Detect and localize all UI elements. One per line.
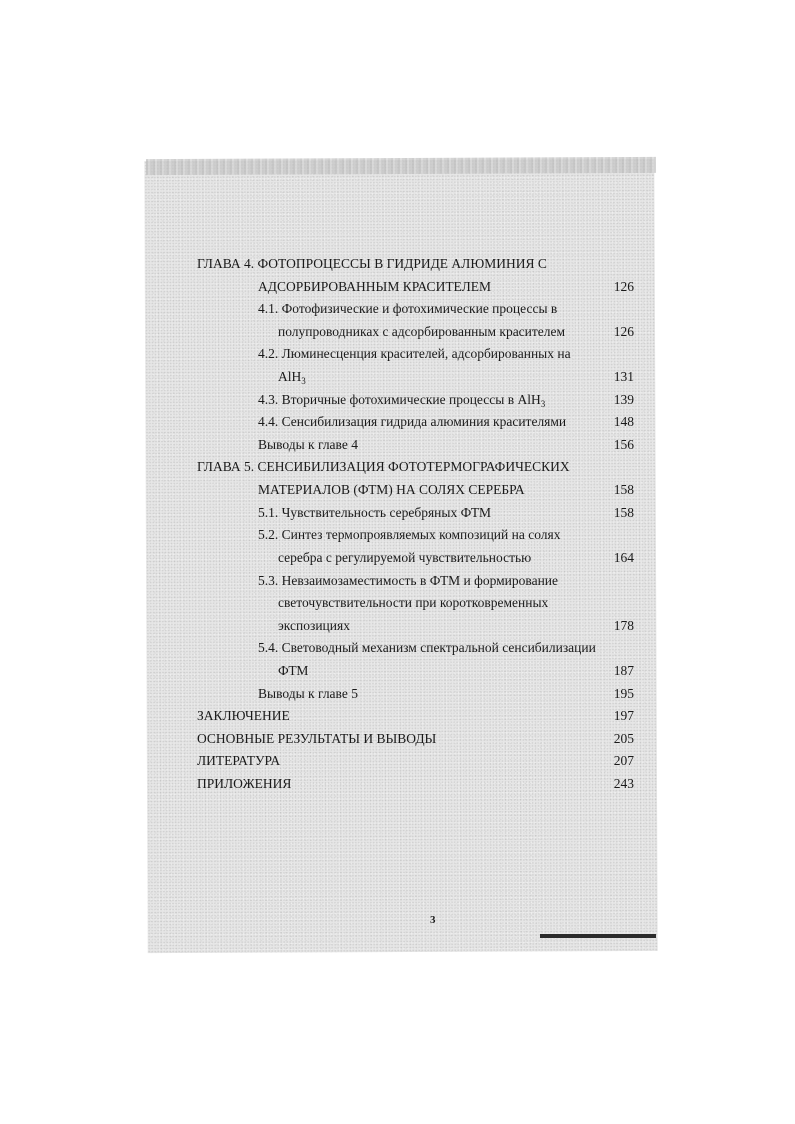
toc-section-4-3-page: 139: [613, 392, 634, 407]
toc-chapter-4-title-line-1: ГЛАВА 4. ФОТОПРОЦЕССЫ В ГИДРИДЕ АЛЮМИНИЯ С: [197, 256, 547, 271]
toc-main-results: ОСНОВНЫЕ РЕЗУЛЬТАТЫ И ВЫВОДЫ: [197, 731, 437, 746]
toc-appendices-page: 243: [613, 776, 634, 791]
toc-section-5-4-page: 187: [613, 663, 634, 678]
toc-section-4-4-page: 148: [613, 414, 634, 429]
toc-chapter-4-page: 126: [613, 279, 634, 294]
toc-section-4-1-page: 126: [613, 324, 634, 339]
formula-subscript: 3: [301, 376, 306, 386]
toc-section-4-2-line-1: 4.2. Люминесценция красителей, адсорбированных на: [258, 346, 571, 361]
toc-chapter-4-conclusions: Выводы к главе 4: [258, 437, 358, 452]
toc-section-5-4-line-1: 5.4. Световодный механизм спектральной сенсибилизации: [258, 640, 596, 655]
toc-appendices: ПРИЛОЖЕНИЯ: [197, 776, 292, 791]
toc-section-4-2-line-2: [278, 369, 306, 385]
toc-section-5-2-line-1: 5.2. Синтез термопроявляемых композиций на солях: [258, 527, 561, 542]
toc-chapter-4-title-line-2: АДСОРБИРОВАННЫМ КРАСИТЕЛЕМ: [258, 279, 492, 294]
toc-section-5-3-line-1: 5.3. Невзаимозаместимость в ФТМ и формирование: [258, 573, 559, 588]
toc-literature-page: 207: [613, 753, 634, 768]
toc-chapter-5-conclusions: Выводы к главе 5: [258, 686, 358, 701]
toc-section-4-4: 4.4. Сенсибилизация гидрида алюминия красителями: [258, 414, 567, 429]
toc-section-5-3-page: 178: [613, 618, 634, 633]
toc-section-5-2-line-2: серебра с регулируемой чувствительностью: [278, 550, 532, 565]
toc-conclusion: ЗАКЛЮЧЕНИЕ: [197, 708, 290, 723]
toc-section-5-1-page: 158: [613, 505, 634, 520]
toc-section-5-3-line-3: экспозициях: [278, 618, 350, 633]
toc-section-5-3-line-2: светочувствительности при коротковременных: [278, 595, 549, 610]
toc-literature: ЛИТЕРАТУРА: [197, 753, 281, 768]
page-number: 3: [430, 914, 436, 926]
toc-chapter-4-conclusions-page: 156: [613, 437, 634, 452]
toc-section-4-3-text: 4.3. Вторичные фотохимические процессы в AlH: [258, 392, 541, 407]
toc-chapter-5-conclusions-page: 195: [613, 686, 634, 701]
toc-section-5-2-page: 164: [613, 550, 634, 565]
toc-section-4-3: [258, 392, 545, 408]
toc-section-4-1-line-1: 4.1. Фотофизические и фотохимические процессы в: [258, 301, 558, 316]
toc-main-results-page: 205: [613, 731, 634, 746]
toc-section-5-4-line-2: ФТМ: [278, 663, 309, 678]
formula-base: AlH: [278, 369, 302, 384]
toc-section-5-1: 5.1. Чувствительность серебряных ФТМ: [258, 505, 491, 520]
toc-chapter-5-title-line-1: ГЛАВА 5. СЕНСИБИЛИЗАЦИЯ ФОТОТЕРМОГРАФИЧЕСКИХ: [197, 459, 570, 474]
formula-subscript: 3: [540, 399, 546, 409]
toc-section-4-1-line-2: полупроводниках с адсорбированным красителем: [278, 324, 566, 339]
toc-conclusion-page: 197: [613, 708, 634, 723]
toc-chapter-5-page: 158: [613, 482, 634, 497]
toc-chapter-5-title-line-2: МАТЕРИАЛОВ (ФТМ) НА СОЛЯХ СЕРЕБРА: [258, 482, 525, 497]
toc-section-4-2-page: 131: [613, 369, 634, 384]
